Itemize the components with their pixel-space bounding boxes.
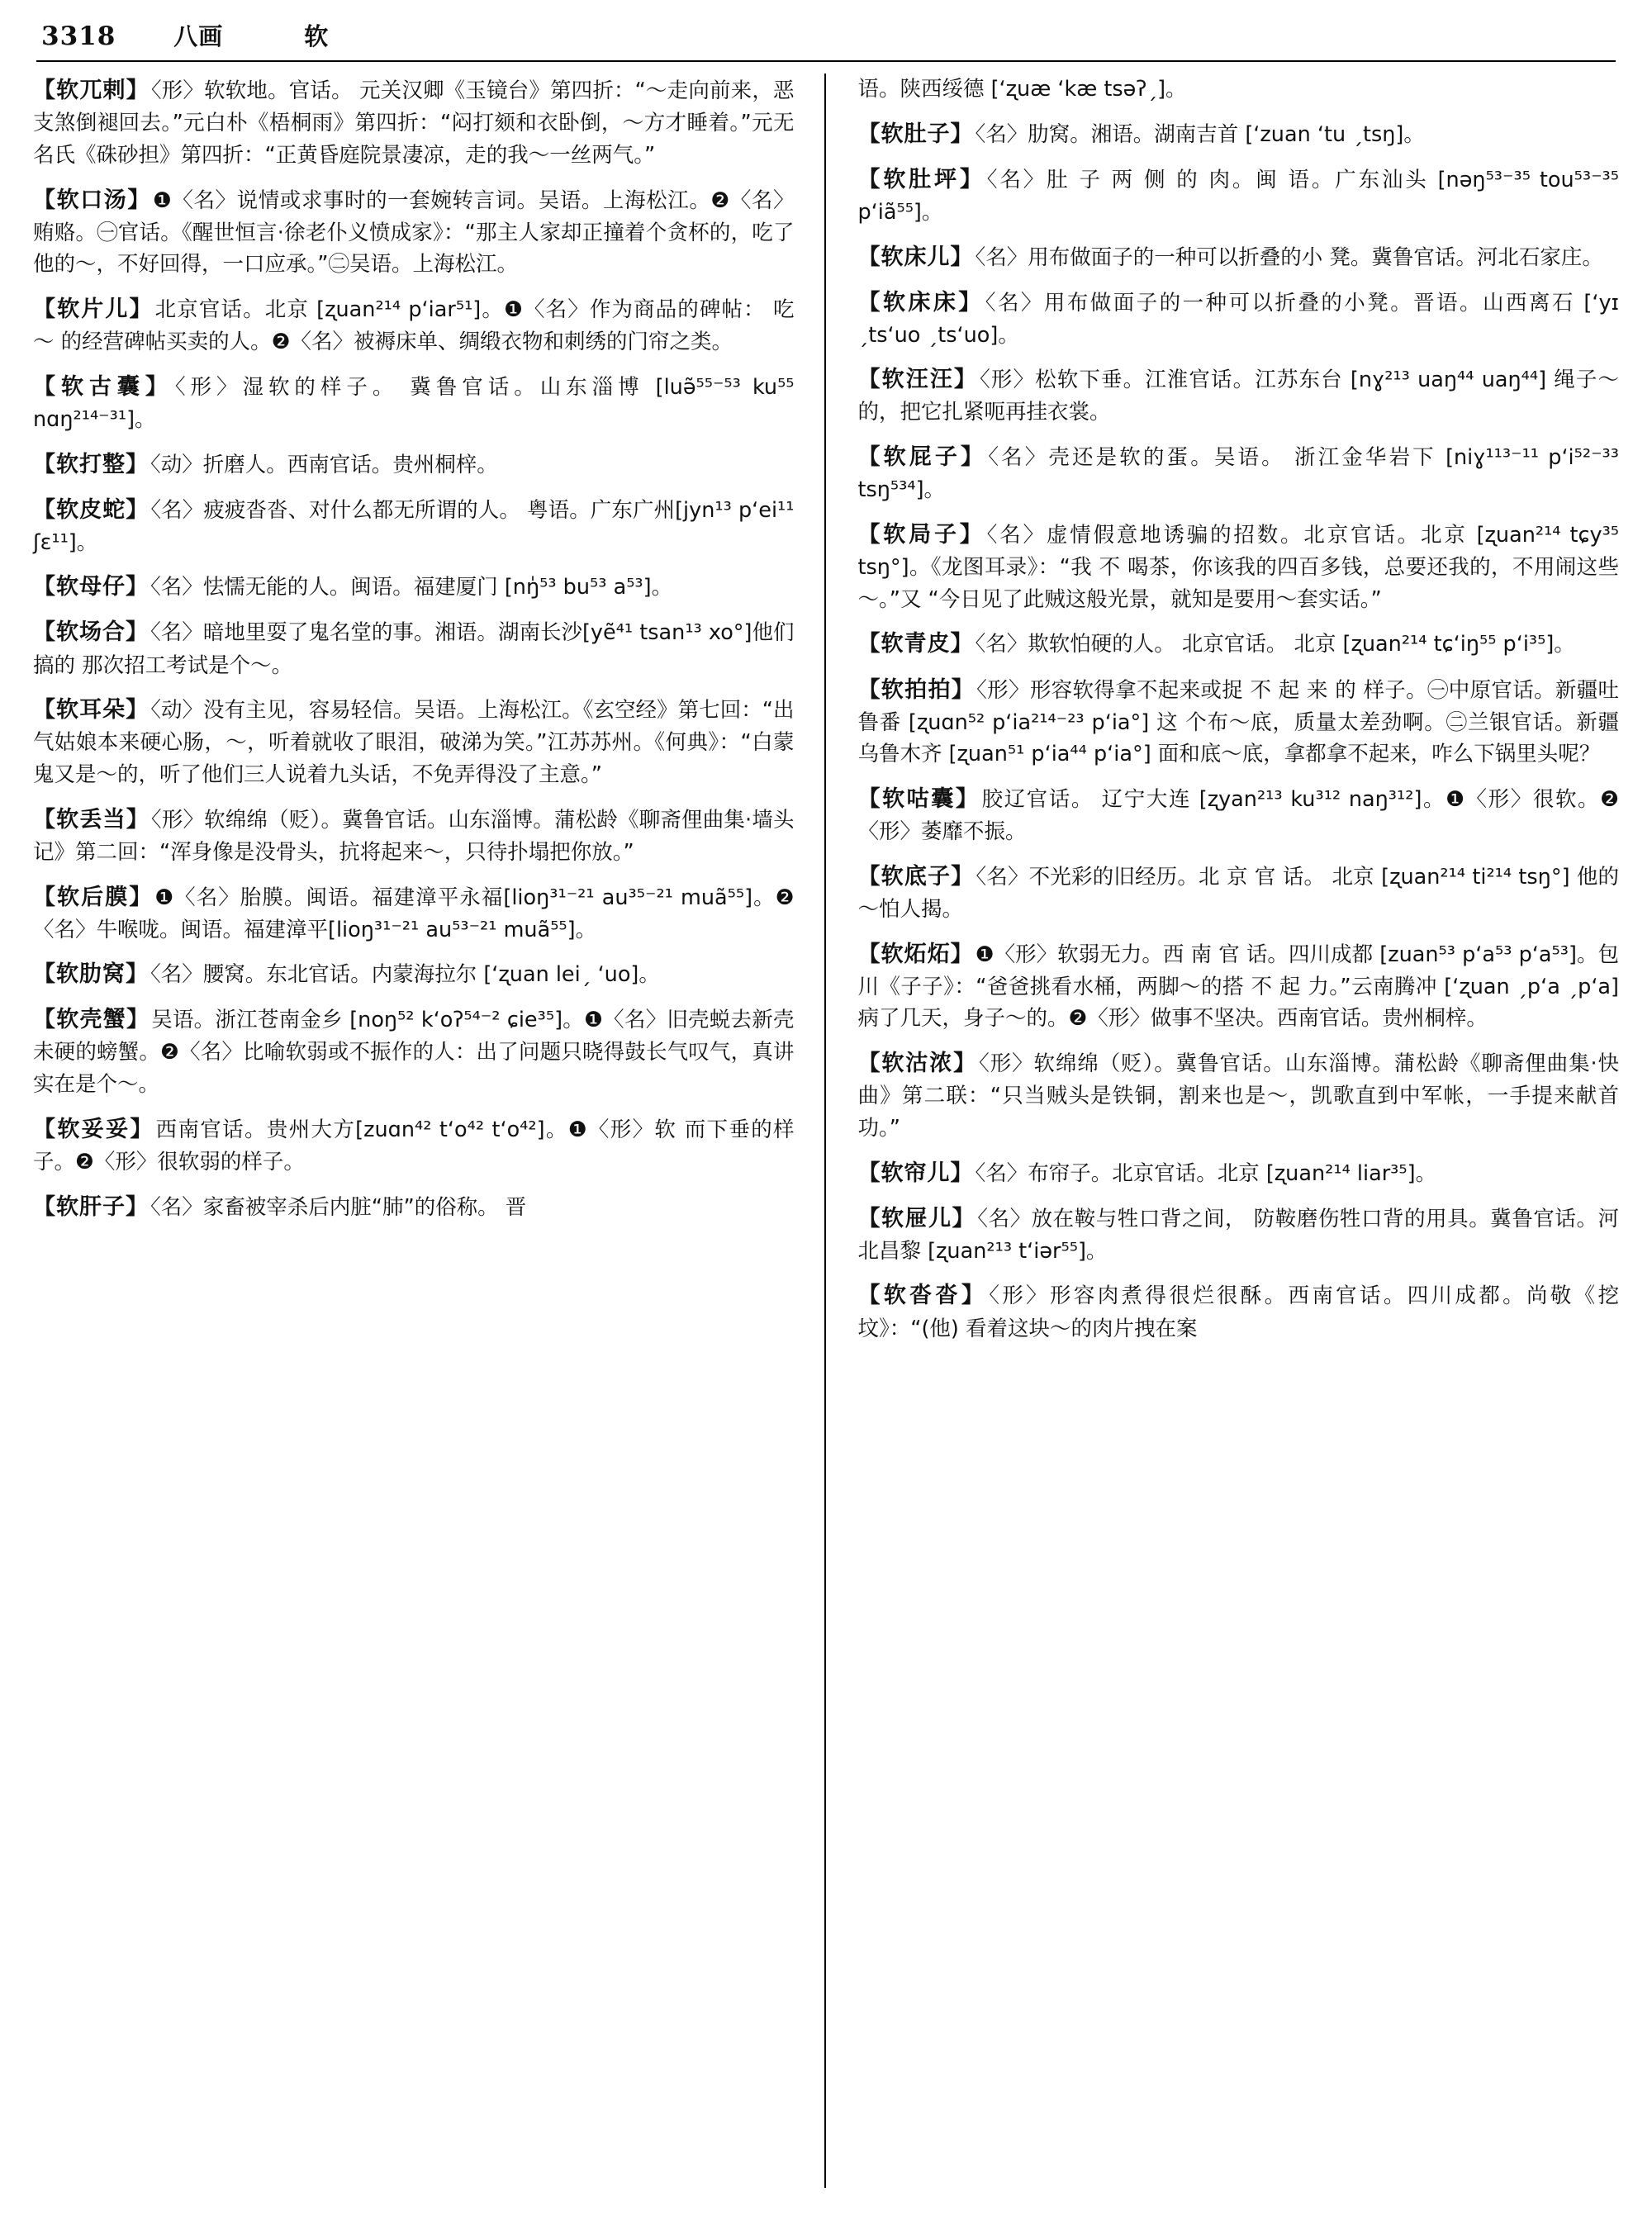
entry-body: 〈名〉家畜被宰杀后内脏“肺”的俗称。 晋 — [150, 1194, 527, 1220]
page-columns — [33, 74, 1619, 2188]
entry-body: 〈名〉布帘子。北京官话。北京 [ʐuan²¹⁴ liar³⁵]。 — [975, 1160, 1437, 1186]
dictionary-entry — [33, 370, 795, 436]
entry-headword: 【软肚子】 — [857, 121, 974, 147]
entry-headword: 【软床床】 — [857, 289, 984, 316]
entry-headword: 【软母仔】 — [33, 574, 149, 600]
dictionary-entry — [857, 286, 1619, 352]
dictionary-entry — [33, 493, 795, 559]
entry-body: 胶辽官话。 辽宁大连 [ʐyan²¹³ ku³¹² naŋ³¹²]。❶〈形〉很软。❷〈形〉萎靡不振。 — [857, 787, 1619, 845]
dictionary-entry — [857, 363, 1619, 429]
entry-body: 〈名〉虚情假意地诱骗的招数。北京官话。北京 [ʐuan²¹⁴ tɕy³⁵ tsŋ°]。《龙图耳录》：“我 不 喝茶，你该我的四百多钱，总要还我的，不用闹这些～。”又 “今日见了此贼这般光景，就知是要用～套实话。” — [857, 522, 1620, 612]
entry-body: 〈形〉软绵绵（贬）。冀鲁官话。山东淄博。蒲松龄《聊斋俚曲集·墙头记》第二回：“浑身像是没骨头，抗将起来～，只待扑塌把你放。” — [33, 807, 795, 865]
entry-body: 北京官话。北京 [ʐuan²¹⁴ pʻiar⁵¹]。❶〈名〉作为商品的碑帖： 吃 ～ 的经营碑帖买卖的人。❷〈名〉被褥床单、绸缎衣物和刺绣的门帘之类。 — [33, 297, 795, 355]
entry-headword: 【软妥妥】 — [33, 1116, 154, 1142]
entry-headword: 【软片儿】 — [33, 297, 154, 323]
dictionary-entry — [857, 673, 1619, 771]
dictionary-entry — [857, 163, 1619, 229]
entry-headword: 【软沓沓】 — [857, 1283, 988, 1309]
entry-headword: 【软局子】 — [857, 521, 985, 548]
entry-body: 西南官话。贵州大方[zuɑn⁴² tʻo⁴² tʻo⁴²]。❶〈形〉软 而下垂的样子。❷〈形〉很软弱的样子。 — [33, 1117, 795, 1174]
dictionary-entry — [33, 693, 795, 791]
entry-body: 〈名〉疲疲沓沓、对什么都无所谓的人。 粤语。广东广州[jyn¹³ pʻei¹¹ ʃɛ¹¹]。 — [33, 497, 795, 555]
entry-body: 〈形〉形容肉煮得很烂很酥。西南官话。四川成都。尚敬《挖坟》：“(他) 看着这块～的肉片拽在案 — [857, 1283, 1619, 1341]
column-right — [857, 74, 1619, 1356]
entry-body: 〈名〉放在鞍与牲口背之间， 防鞍磨伤牲口背的用具。冀鲁官话。河北昌黎 [ʐuan²¹³ tʻiər⁵⁵]。 — [857, 1206, 1620, 1264]
dictionary-entry — [33, 448, 795, 482]
column-divider — [824, 74, 828, 2188]
dictionary-entry — [33, 1190, 795, 1224]
radical-character: 软 — [304, 22, 330, 50]
dictionary-entry — [857, 1202, 1619, 1268]
dictionary-entry — [857, 240, 1619, 274]
dictionary-entry — [33, 292, 795, 358]
entry-body: 〈名〉不光彩的旧经历。北 京 官 话。 北京 [ʐuan²¹⁴ ti²¹⁴ tsŋ°] 他的～怕人揭。 — [857, 864, 1619, 922]
entry-body: ❶〈名〉说情或求事时的一套婉转言词。吴语。上海松江。❷〈名〉贿赂。㊀官话。《醒世恒言·徐老仆义愤成家》：“那主人家却正撞着个贪杯的，吃了他的～，不好回得，一口应承。”㊁吴语。上海松江。 — [33, 187, 795, 278]
entry-headword: 【软肝子】 — [33, 1193, 149, 1220]
entry-headword: 【软帘儿】 — [857, 1160, 974, 1186]
entry-body: 语。陕西绥德 [ʻʐuæ ʻkæ tsəʔˏ]。 — [857, 77, 1187, 102]
column-left — [33, 74, 795, 1236]
entry-headword: 【软汪汪】 — [857, 367, 979, 393]
entry-headword: 【软兀剌】 — [33, 78, 150, 103]
dictionary-entry — [857, 782, 1619, 848]
entry-body: 〈动〉折磨人。西南官话。贵州桐梓。 — [150, 452, 498, 477]
entry-headword: 【软肚坪】 — [857, 166, 985, 192]
entry-headword: 【软床儿】 — [857, 244, 974, 270]
entry-headword: 【软炻炻】 — [857, 941, 974, 967]
dictionary-entry — [857, 937, 1619, 1036]
header-rule — [36, 60, 1616, 62]
entry-headword: 【软场合】 — [33, 619, 150, 646]
entry-headword: 【软古囊】 — [33, 373, 173, 400]
entry-body: 〈名〉欺软怕硬的人。 北京官话。 北京 [ʐuan²¹⁴ tɕʻiŋ⁵⁵ pʻi³⁵]。 — [975, 632, 1575, 657]
dictionary-entry — [857, 1046, 1619, 1145]
entry-headword: 【软屉儿】 — [857, 1205, 976, 1231]
page-header — [33, 18, 1619, 60]
dictionary-entry — [33, 803, 795, 869]
entry-headword: 【软底子】 — [857, 863, 975, 890]
dictionary-entry-continuation — [857, 74, 1619, 106]
entry-headword: 【软沽浓】 — [857, 1051, 978, 1077]
entry-body: 〈形〉湿软的样子。 冀鲁官话。山东淄博 [luə̃⁵⁵⁻⁵³ ku⁵⁵ nɑŋ²¹⁴⁻³¹]。 — [33, 374, 795, 432]
dictionary-entry — [857, 117, 1619, 151]
entry-body: 〈名〉怯懦无能的人。闽语。福建厦门 [nŋ̍⁵³ bu⁵³ a⁵³]。 — [150, 575, 673, 600]
entry-headword: 【软拍拍】 — [857, 676, 976, 703]
entry-body: 〈形〉松软下垂。江淮官话。江苏东台 [nɣ²¹³ uaŋ⁴⁴ uaŋ⁴⁴] 绳子～的，把它扎紧呃再挂衣裳。 — [857, 368, 1619, 425]
entry-body: 〈名〉暗地里耍了鬼名堂的事。湘语。湖南长沙[yẽ⁴¹ tsan¹³ xo°]他们搞的 那次招工考试是个～。 — [33, 620, 795, 678]
entry-body: 〈形〉软绵绵（贬）。冀鲁官话。山东淄博。蒲松龄《聊斋俚曲集·快曲》第二联：“只当贼头是铁铜，割来也是～，凯歌直到中军帐，一手提来献首功。” — [857, 1051, 1620, 1141]
dictionary-entry — [33, 1113, 795, 1179]
dictionary-entry — [33, 880, 795, 947]
dictionary-entry — [33, 570, 795, 604]
entry-headword: 【软后膜】 — [33, 884, 154, 910]
entry-body: 〈形〉软软地。官话。 元关汉卿《玉镜台》第四折：“～走向前来，恶支煞倒褪回去。”元白朴《梧桐雨》第四折：“闷打颏和衣卧倒，～方才睡着。”元无名氏《硃砂担》第四折：“正黄昏庭院景凄凉，走的我～一丝两气。” — [33, 78, 795, 168]
dictionary-entry — [857, 627, 1619, 661]
entry-headword: 【软青皮】 — [857, 631, 974, 657]
page-number: 3318 — [41, 21, 116, 51]
dictionary-entry — [857, 440, 1619, 506]
entry-body: 〈名〉肚 子 两 侧 的 肉。闽 语。广东汕头 [nəŋ⁵³⁻³⁵ tou⁵³⁻³⁵ pʻiã⁵⁵]。 — [857, 167, 1619, 225]
entry-body: 〈名〉壳还是软的蛋。吴语。 浙江金华岩下 [niɣ¹¹³⁻¹¹ pʻi⁵²⁻³³ tsŋ⁵³⁴]。 — [857, 445, 1619, 503]
dictionary-entry — [33, 74, 795, 172]
entry-body: 〈名〉腰窝。东北官话。内蒙海拉尔 [ʻʐuan leiˏ ʻuo]。 — [150, 962, 660, 988]
entry-body: ❶〈形〉软弱无力。西 南 官 话。四川成都 [zuan⁵³ pʻa⁵³ pʻa⁵³]。包川《子子》：“爸爸挑看水桶，两脚～的搭 不 起 力。”云南腾冲 [ʻʐuan ˏpʻa ˏpʻa] 病了几天，身子～的。❷〈形〉做事不坚决。西南官话。贵州桐梓。 — [857, 942, 1620, 1032]
dictionary-entry — [857, 1156, 1619, 1190]
entry-body: 〈形〉形容软得拿不起来或捉 不 起 来 的 样子。㊀中原官话。新疆吐鲁番 [ʐuɑn⁵² pʻia²¹⁴⁻²³ pʻia°] 这 个布～底，质量太差劲啊。㊁兰银官话。新疆乌鲁木齐 [ʐuan⁵¹ pʻia⁴⁴ pʻia°] 面和底～底，拿都拿不起来，咋么下锅里头呢？ — [857, 677, 1620, 767]
entry-headword: 【软屁子】 — [857, 444, 987, 471]
dictionary-entry — [857, 860, 1619, 926]
entry-headword: 【软壳蟹】 — [33, 1007, 150, 1033]
dictionary-entry — [33, 957, 795, 991]
dictionary-entry — [33, 1003, 795, 1101]
dictionary-entry — [33, 615, 795, 681]
entry-body: 〈动〉没有主见，容易轻信。吴语。上海松江。《玄空经》第七回：“出气姑娘本来硬心肠，～，听着就收了眼泪，破涕为笑。”江苏苏州。《何典》：“白蒙鬼又是～的，听了他们三人说着九头话，不免弄得没了主意。” — [33, 698, 795, 788]
entry-headword: 【软皮蛇】 — [33, 496, 150, 523]
entry-headword: 【软咕囊】 — [857, 786, 980, 813]
entry-body: 〈名〉用布做面子的一种可以折叠的小 凳。冀鲁官话。河北石家庄。 — [975, 244, 1603, 270]
entry-headword: 【软打整】 — [33, 451, 149, 477]
entry-body: 〈名〉肋窝。湘语。湖南吉首 [ʻzuan ʻtu ˏtsŋ]。 — [975, 121, 1425, 147]
entry-headword: 【软口汤】 — [33, 187, 151, 213]
entry-headword: 【软肋窝】 — [33, 961, 149, 988]
stroke-group-label: 八画 — [173, 22, 224, 50]
dictionary-entry — [33, 183, 795, 282]
dictionary-entry — [857, 518, 1619, 616]
entry-body: ❶〈名〉胎膜。闽语。福建漳平永福[lioŋ³¹⁻²¹ au³⁵⁻²¹ muã⁵⁵]。❷〈名〉牛喉咙。闽语。福建漳平[lioŋ³¹⁻²¹ au⁵³⁻²¹ muã⁵⁵]。 — [33, 885, 795, 942]
dictionary-entry — [857, 1279, 1619, 1345]
entry-body: 吴语。浙江苍南金乡 [noŋ⁵² kʻoʔ⁵⁴⁻² ɕie³⁵]。❶〈名〉旧壳蜕去新壳未硬的螃蟹。❷〈名〉比喻软弱或不振作的人：出了问题只晓得鼓长气叹气，真讲实在是个～。 — [33, 1008, 795, 1098]
entry-body: 〈名〉用布做面子的一种可以折叠的小凳。晋语。山西离石 [ʻyɪ ˏtsʻuo ˏtsʻuo]。 — [857, 290, 1620, 348]
entry-headword: 【软耳朵】 — [33, 697, 150, 724]
entry-headword: 【软丢当】 — [33, 806, 150, 833]
